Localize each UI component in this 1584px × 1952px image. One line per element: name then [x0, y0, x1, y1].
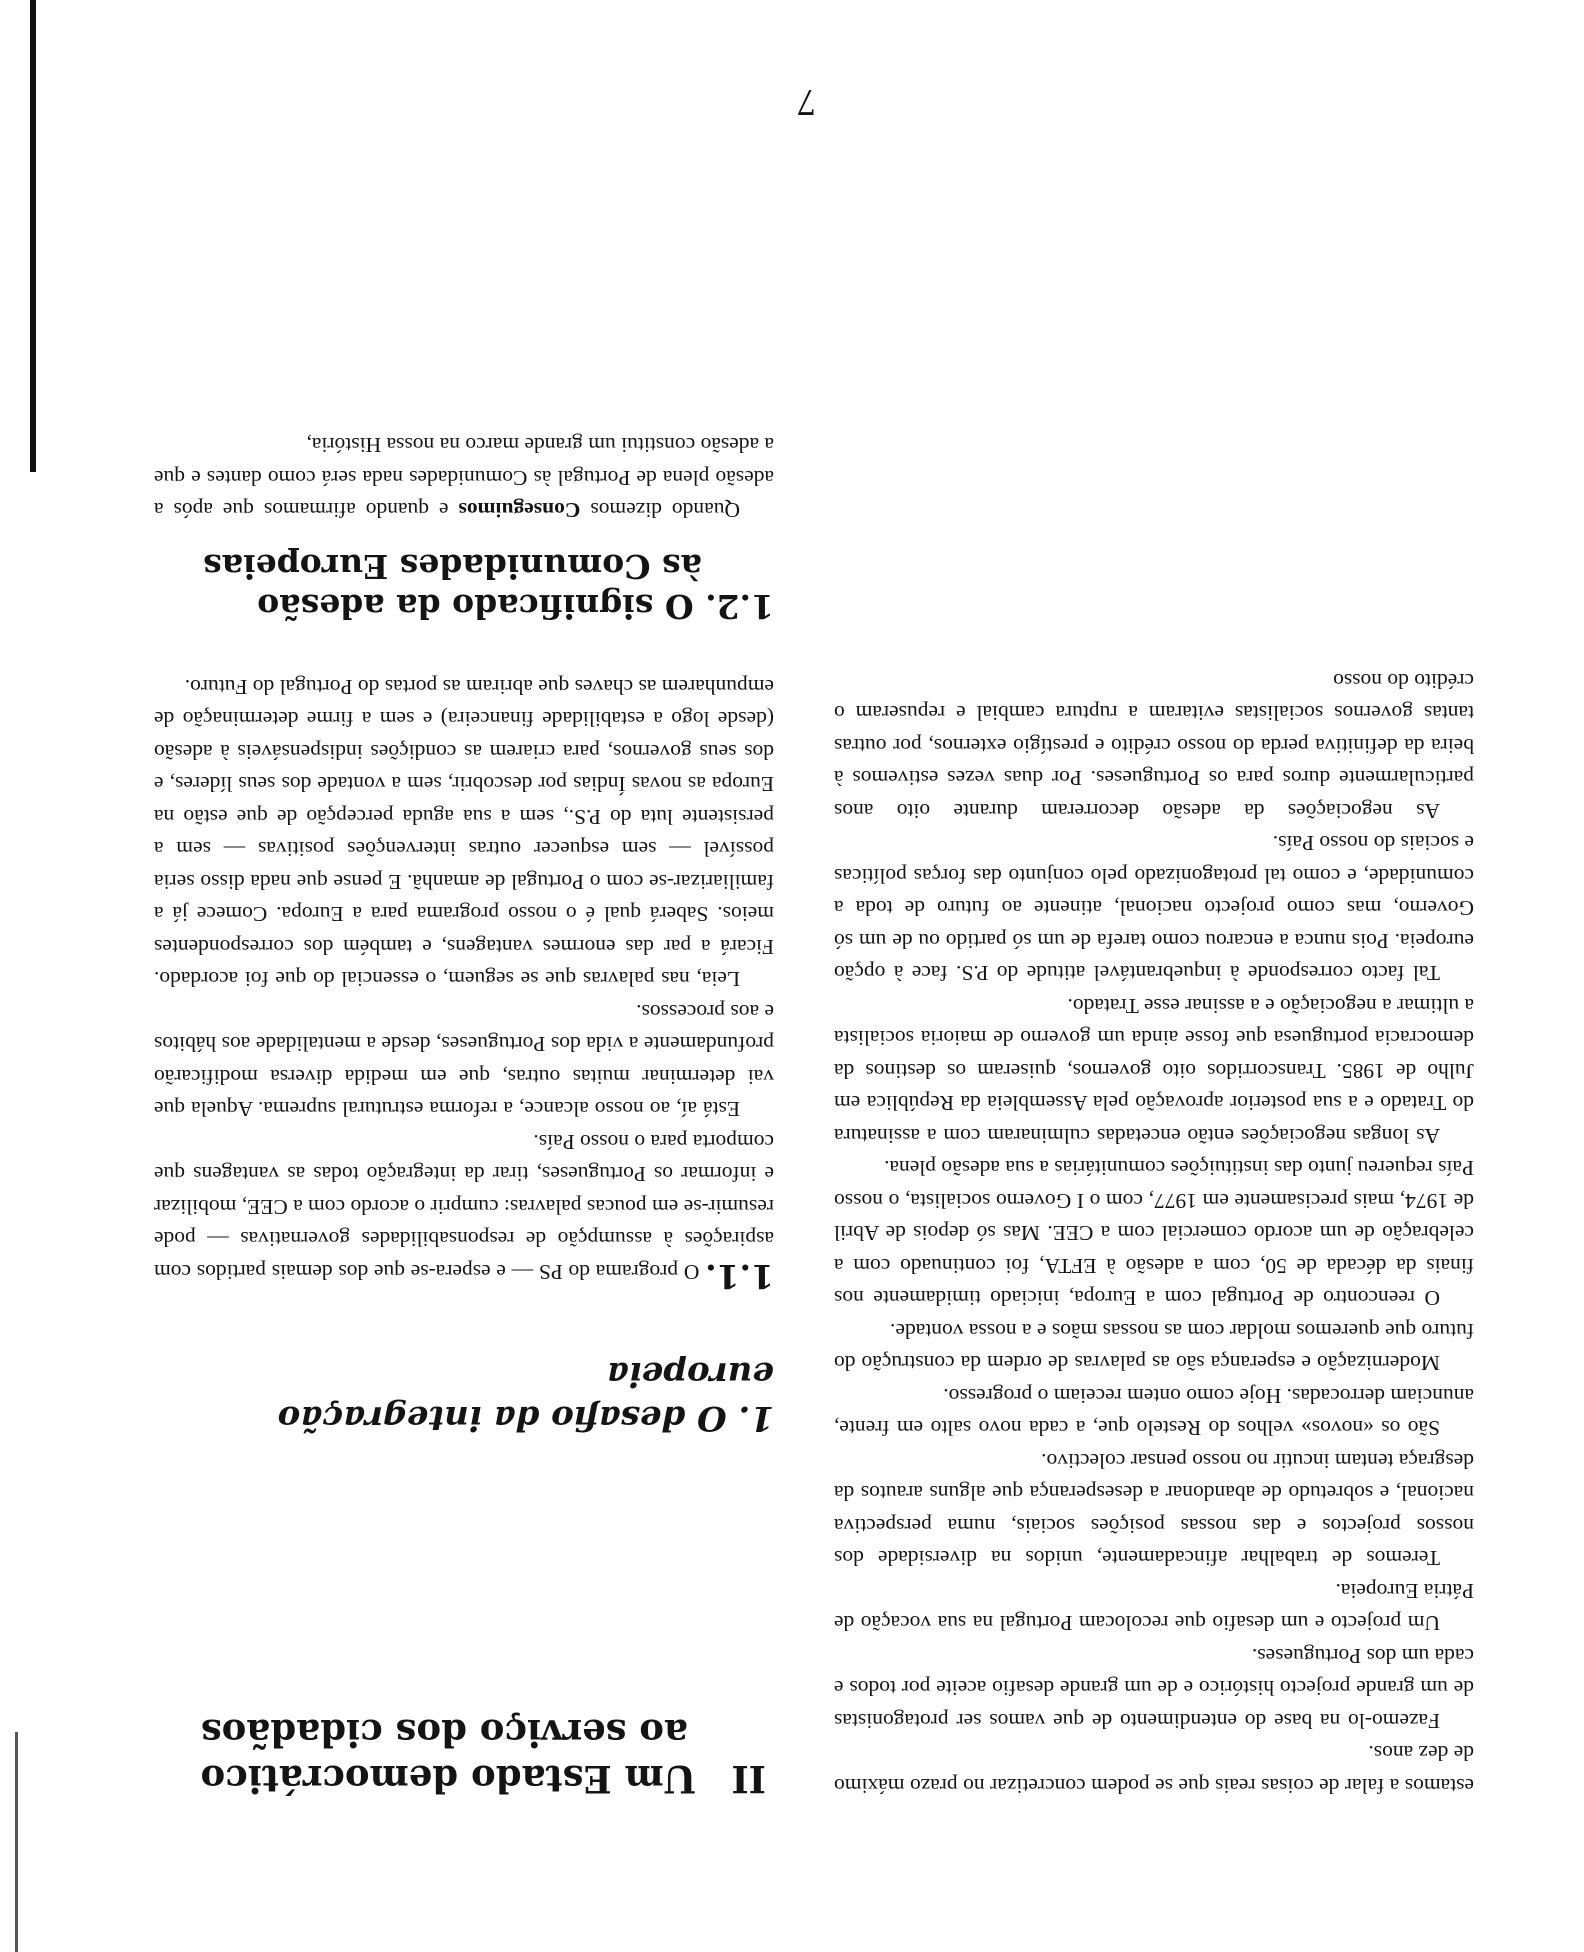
- paragraph: Tal facto corresponde à inquebrantável atitude do P.S. face à opção europeia. Pois nunca a encarou como tarefa de um só partido ou de um só Governo, mas como projecto nacional, atinente ao futuro de toda a comunidade, e como tal protagonizado pelo conjunto das forças políticas e sociais do nosso País.: [834, 831, 1474, 986]
- paragraph: Fazemo-lo na base do entendimento de que vamos ser protagonistas de um grande projecto histórico e de um grande desafio aceite por todos e cada um dos Portugueses.: [834, 1644, 1474, 1733]
- paragraph: Modernização e esperança são as palavras de ordem da construção do futuro que queremos moldar com as nossas mãos e a nossa vontade.: [834, 1319, 1474, 1376]
- column-chapter: [154, 429, 774, 1802]
- chapter-title-line1: Um Estado democrático: [200, 1757, 696, 1801]
- paragraph: Está aí, ao nosso alcance, a reforma estrutural suprema. Aquela que vai determinar muitas outras, que em medida diversa modificarão profundamente a vida dos Portugueses, desde a mentalidade aos hábitos e aos processos.: [154, 1000, 774, 1122]
- subsection-title-line2: às Comunidades Europeias: [203, 547, 702, 587]
- paragraph: Um projecto e um desafio que recolocam Portugal na sua vocação de Pátria Europeia.: [834, 1579, 1474, 1636]
- chapter-number: II: [731, 1757, 766, 1801]
- paragraph: [154, 429, 774, 527]
- subsection-number: 1.1.: [705, 1257, 774, 1296]
- subsection-title-line1: 1.2. O significado da adesão: [257, 587, 774, 627]
- emphasis-word: Conseguimos: [458, 498, 581, 523]
- paragraph: Leia, nas palavras que se seguem, o essencial do que foi acordado. Ficará a par das enormes vantagens, e também dos correspondentes meios. Saberá qual é o nosso programa para a Europa. Comece já a familiarizar-se com o Portugal de amanhã. E pense que nada disso seria possível — sem esquecer outras intervenções positivas — sem a persistente luta do P.S., sem a sua aguda percepção de que estão na Europa as novas Índias por descobrir, sem a vontade dos seus líderes, e dos seus governos, para criarem as condições indispensáveis à adesão (desde logo a estabilidade financeira) e sem a firme determinação de empunharem as chaves que abriram as portas do Portugal do Futuro.: [154, 675, 774, 992]
- page-number: 7: [797, 81, 816, 123]
- paragraph-lead: Quando dizemos: [590, 498, 740, 523]
- paragraph: As negociações da adesão decorreram durante oito anos particularmente duros para os Portugueses. Por duas vezes estivemos à beira da definitiva perda do nosso crédito e prestígio externos, por outras tantas governos socialistas evitaram a ruptura cambial e repuseram o crédito do nosso: [834, 669, 1474, 823]
- chapter-title-line2: ao serviço dos cidadãos: [200, 1711, 688, 1755]
- column-continuation: [834, 665, 1474, 1803]
- paragraph-text: e quando afirmamos que após a adesão plena de Portugal às Comunidades nada será como dantes e que a adesão constitui um grande marco na nossa História,: [153, 433, 774, 523]
- paragraph: Teremos de trabalhar afincadamente, unidos na diversidade dos nossos projectos e das nossas posições sociais, numa perspectiva nacional, e sobretudo de abandonar a desesperança que alguns arautos da desgraça tentam incutir no nosso pensar colectivo.: [834, 1449, 1474, 1571]
- chapter-heading: [154, 1710, 766, 1802]
- section-title: 1. O desafio da integração europeia: [277, 1354, 774, 1438]
- paragraph: As longas negociações então encetadas culminaram com a assinatura do Tratado e a sua posterior aprovação pela Assembleia da República em Julho de 1985. Transcorridos oito governos, quiseram os destinos da democracia portuguesa que fosse ainda um governo de maioria socialista a ultimar a negociação e a assinar esse Tratado.: [834, 994, 1474, 1148]
- subsection-heading: [154, 547, 774, 627]
- paragraph: São os «novos» velhos do Restelo que, a cada novo salto em frente, anunciam derrocadas. Hoje como ontem receiam o progresso.: [834, 1384, 1474, 1441]
- paragraph-text: O programa do PS — e espera-se que dos demais partidos com aspirações à assumpção de responsabilidades governativas — pode resumir-se em poucas palavras: cumprir o acordo com a CEE, mobilizar e informar os Portugueses, tirar da integração todas as vantagens que comporta para o nosso País.: [153, 1130, 774, 1284]
- paragraph: [153, 1126, 774, 1296]
- scan-edge-mark: [15, 1732, 18, 1952]
- paragraph: O reencontro de Portugal com a Europa, iniciado timidamente nos finais da década de 50, com a adesão à EFTA, foi continuado com a celebração de um acordo comercial com a CEE. Mas só depois de Abril de 1974, mais precisamente em 1977, com o I Governo socialista, o nosso País requereu junto das instituições comunitárias a sua adesão plena.: [834, 1156, 1474, 1311]
- paragraph: estamos a falar de coisas reais que se podem concretizar no prazo máximo de dez anos.: [834, 1741, 1474, 1798]
- scan-edge-mark: [30, 0, 36, 472]
